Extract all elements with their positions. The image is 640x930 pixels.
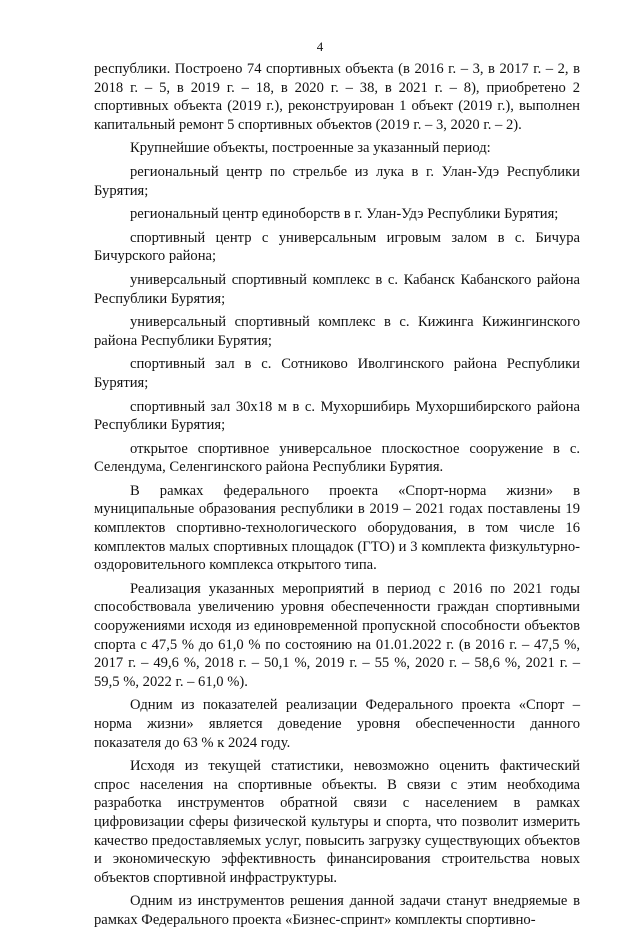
list-item: спортивный зал в с. Сотниково Иволгинского района Республики Бурятия; [94, 356, 580, 391]
list-item: открытое спортивное универсальное плоскостное сооружение в с. Селендума, Селенгинского района Республики Бурятия. [94, 440, 580, 476]
list-item: спортивный центр с универсальным игровым залом в с. Бичура Бичурского района; [94, 229, 580, 265]
list-item: спортивный зал 30х18 м в с. Мухоршибирь Мухоршибирского района Республики Бурятия; [94, 398, 580, 434]
paragraph: республики. Построено 74 спортивных объекта (в 2016 г. – 3, в 2017 г. – 2, в 2018 г. – 5, в 2019 г. – 18, в 2020 г. – 38, в 2021 г. – 8), приобретено 2 спортивных объекта (2019 г.), реконструирован 1 объект (2019 г.), выполнен капитальный ремонт 5 спортивных объектов (2019 г. – 3, 2020 г. – 2). [94, 61, 580, 133]
paragraph: В рамках федерального проекта «Спорт-норма жизни» в муниципальные образования республики в 2019 – 2021 годах поставлены 19 комплектов спортивно-технологического оборудования, в том числе 16 комплектов малых спортивных площадок (ГТО) и 3 комплекта физкультурно-оздоровительного комплекса открытого типа. [94, 482, 580, 574]
paragraph: Одним из показателей реализации Федерального проекта «Спорт – норма жизни» является доведение уровня обеспеченности данного показателя до 63 % к 2024 году. [94, 697, 580, 751]
page-number: 4 [316, 39, 324, 54]
paragraph: Крупнейшие объекты, построенные за указанный период: [130, 140, 491, 157]
paragraph: Одним из инструментов решения данной задачи станут внедряемые в рамках Федерального проекта «Бизнес-спринт» комплекты спортивно- [94, 893, 580, 928]
list-item: региональный центр единоборств в г. Улан-Удэ Республики Бурятия; [130, 206, 559, 223]
paragraph: Реализация указанных мероприятий в период с 2016 по 2021 годы способствовала увеличению уровня обеспеченности граждан спортивными сооружениями исходя из единовременной пропускной способности объектов спорта с 47,5 % до 61,0 % по состоянию на 01.01.2022 г. (в 2016 г. – 47,5 %, 2017 г. – 49,6 %, 2018 г. – 50,1 %, 2019 г. – 55 %, 2020 г. – 58,6 %, 2021 г. – 59,5 %, 2022 г. – 61,0 %). [94, 580, 580, 690]
list-item: универсальный спортивный комплекс в с. Кабанск Кабанского района Республики Бурятия; [94, 271, 580, 307]
list-item: региональный центр по стрельбе из лука в г. Улан-Удэ Республики Бурятия; [94, 163, 580, 199]
paragraph: Исходя из текущей статистики, невозможно оценить фактический спрос населения на спортивные объекты. В связи с этим необходима разработка инструментов обратной связи с населением в рамках цифровизации сферы физической культуры и спорта, что позволит измерить качество предоставляемых услуг, повысить загрузку существующих объектов и экономическую эффективность финансирования строительства новых объектов спортивной инфраструктуры. [94, 758, 580, 886]
document-body [94, 60, 580, 930]
list-item: универсальный спортивный комплекс в с. Кижинга Кижингинского района Республики Бурятия; [94, 314, 580, 349]
